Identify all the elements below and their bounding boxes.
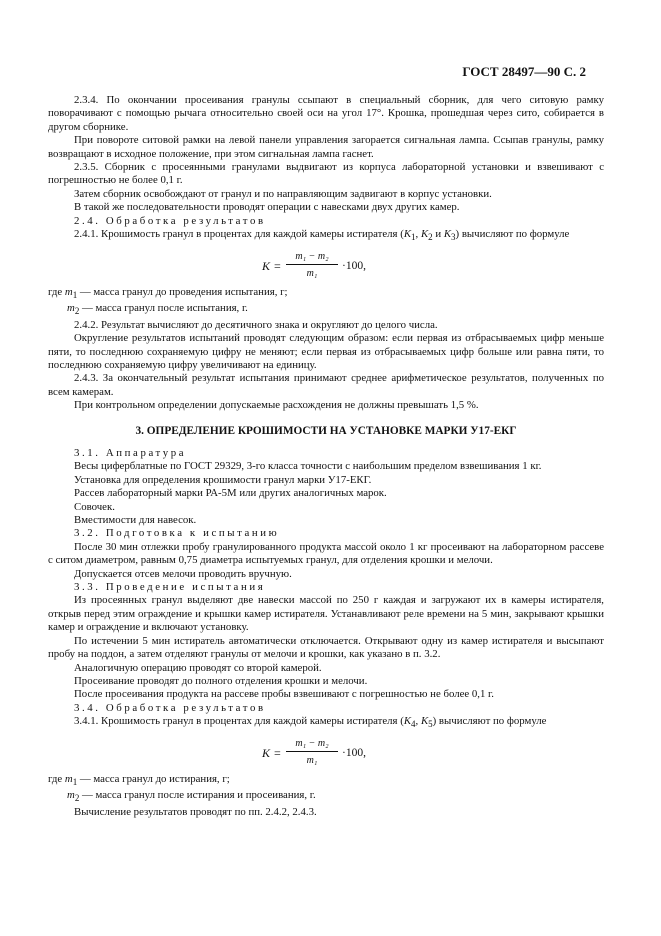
formula-2-4-1 <box>48 250 604 284</box>
paragraph-timer: По истечении 5 мин истиратель автоматически отключается. Открывают одну из камер истирателя и высыпают пробу на поддон, а затем отделяют гранулы от мелочи и крошки, как указано в п. 3.2. <box>48 634 604 661</box>
paragraph-containers: Вместимости для навесок. <box>74 514 197 527</box>
formula-fraction <box>286 250 338 281</box>
paragraph-preparation: После 30 мин отлежки пробу гранулированного продукта массой около 1 кг просеивают на лабораторном рассеве с ситом диаметром, равным 0,75 диаметра испытуемых гранул, для отделения крошки и мелочи. <box>48 540 604 567</box>
formula-numerator: m₁ − m₂ <box>295 250 329 262</box>
paragraph-calculation: Вычисление результатов проводят по пп. 2.4.2, 2.4.3. <box>74 805 317 818</box>
formula-denominator: m₁ <box>306 755 318 767</box>
paragraph-sequence: В такой же последовательности проводят операции с навесками двух других камер. <box>74 201 460 214</box>
formula-numerator: m₁ − m₂ <box>295 737 329 749</box>
formula-3-4-1 <box>48 737 604 771</box>
paragraph-frame-rotation: При повороте ситовой рамки на левой панели управления загорается сигнальная лампа. Ссыпав гранулы, рамку возвращают в исходное положение, при этом сигнальная лампа гаснет. <box>48 134 604 160</box>
paragraph-3-4-1: 3.4.1. Крошимость гранул в процентах для каждой камеры истирателя ($K_4$, $K_5$) вычисляют по формуле <box>74 715 547 730</box>
paragraph-2-4-1: 2.4.1. Крошимость гранул в процентах для каждой камеры истирателя ($K_1$, $K_2$ и $K_3$) вычисляют по формуле <box>74 228 570 243</box>
formula-multiplier: ·100, <box>342 259 366 272</box>
formula-multiplier: ·100, <box>342 746 366 759</box>
section-3-heading: 3. ОПРЕДЕЛЕНИЕ КРОШИМОСТИ НА УСТАНОВКЕ МАРКИ У17-ЕКГ <box>135 424 517 437</box>
page-header: ГОСТ 28497—90 С. 2 <box>462 64 586 79</box>
fraction-bar <box>286 264 338 265</box>
definition-m1: где $m_1$ — масса гранул до проведения испытания, г; <box>48 285 288 300</box>
paragraph-sieve: Рассев лабораторный марки РА-5М или других аналогичных марок. <box>74 487 387 500</box>
document-body <box>48 94 604 819</box>
paragraph-2-3-4: 2.3.4. По окончании просеивания гранулы ссыпают в специальный сборник, для чего ситовую рамку поворачивают с помощью рычага относительно своей оси на угол 17°. Крошка, прошедшая через сито, собирается в другом сборнике. <box>48 94 604 133</box>
paragraph-2-4-2: 2.4.2. Результат вычисляют до десятичного знака и округляют до целого числа. <box>74 318 438 331</box>
paragraph-tolerance: При контрольном определении допускаемые расхождения не должны превышать 1,5 %. <box>74 399 479 412</box>
fraction-bar <box>286 751 338 752</box>
definition-m1-abrasion: где $m_1$ — масса гранул до истирания, г; <box>48 772 230 787</box>
section-3-2-title: 3.2. Подготовка к испытанию <box>74 527 280 540</box>
section-3-3-title: 3.3. Проведение испытания <box>74 581 266 594</box>
paragraph-2-3-5: 2.3.5. Сборник с просеянными гранулами выдвигают из корпуса лабораторной установки и взвешивают с погрешностью не более 0,1 г. <box>48 161 604 187</box>
section-3-4-title: 3.4. Обработка результатов <box>74 701 266 714</box>
section-2-4-title: 2.4. Обработка результатов <box>74 214 266 227</box>
paragraph-samples: Из просеянных гранул выделяют две навески массой по 250 г каждая и загружают их в камеры истирателя, открыв перед этим ограждение и крышки камер истирателя. Устанавливают реле времени на 5 мин, закрывают крышки камер и ограждение и включают установку. <box>48 594 604 634</box>
section-3-1-title: 3.1. Аппаратура <box>74 447 187 459</box>
paragraph-2-4-3: 2.4.3. За окончательный результат испытания принимают среднее арифметическое результатов, полученных по всем камерам. <box>48 372 604 398</box>
paragraph-manual: Допускается отсев мелочи проводить вручную. <box>74 567 292 580</box>
formula-eq: = <box>274 258 281 273</box>
definition-m2: $m_2$ — масса гранул после испытания, г. <box>67 302 248 317</box>
paragraph-collector: Затем сборник освобождают от гранул и по направляющим задвигают в корпус установки. <box>74 187 492 200</box>
paragraph-weighing: После просеивания продукта на рассеве пробы взвешивают с погрешностью не более 0,1 г. <box>74 688 494 701</box>
formula-eq: = <box>274 745 281 760</box>
paragraph-scoop: Совочек. <box>74 500 115 513</box>
formula-k: K <box>262 258 271 273</box>
paragraph-installation: Установка для определения крошимости гранул марки У17-ЕКГ. <box>74 473 372 486</box>
paragraph-rounding: Округление результатов испытаний проводят следующим образом: если первая из отбрасываемых цифр меньше пяти, то последнюю сохраняемую цифру не меняют; если первая из отбрасываемых цифр больше или равна пяти, то последнюю сохраняемую цифру увеличивают на единицу. <box>48 332 604 371</box>
formula-fraction <box>286 737 338 768</box>
paragraph-scales: Весы циферблатные по ГОСТ 29329, 3-го класса точности с наибольшим пределом взвешивания 1 кг. <box>74 460 542 473</box>
paragraph-sifting: Просеивание проводят до полного отделения крошки и мелочи. <box>74 674 368 687</box>
formula-denominator: m₁ <box>306 268 318 280</box>
paragraph-second-chamber: Аналогичную операцию проводят со второй камерой. <box>74 661 322 674</box>
formula-k: K <box>262 745 271 760</box>
definition-m2-abrasion: $m_2$ — масса гранул после истирания и просеивания, г. <box>67 789 316 804</box>
